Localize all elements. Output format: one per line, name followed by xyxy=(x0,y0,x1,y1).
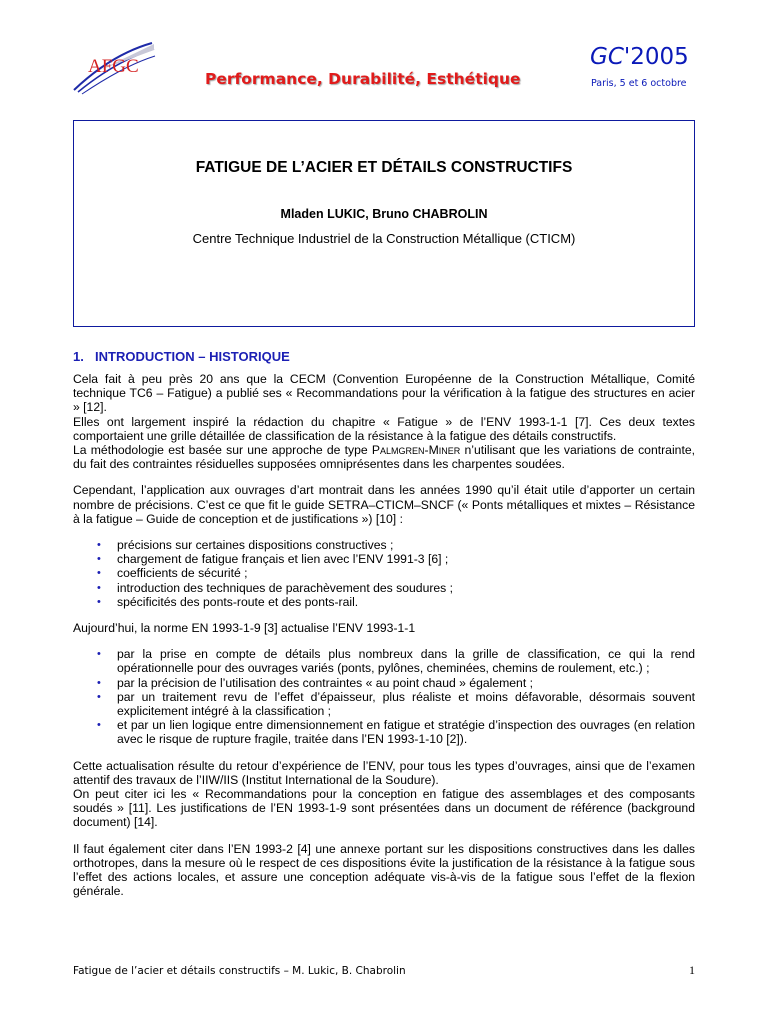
paragraph: Cela fait à peu près 20 ans que la CECM (Convention Européenne de la Construction Métallique, Comité technique TC6 – Fatigue) a publié ses « Recommandations pour la vérification à la fatigue des structures en acier » [12]. xyxy=(73,372,695,415)
paragraph: Cette actualisation résulte du retour d’expérience de l’ENV, pour tous les types d’ouvrages, ainsi que de l’examen attentif des travaux de l’IIW/IIS (Institut International de la Soudure). xyxy=(73,758,695,787)
section-heading xyxy=(73,349,290,364)
bullet-icon: • xyxy=(97,719,101,732)
conference-prefix: GC' xyxy=(590,44,631,70)
list-item: • précisions sur certaines dispositions constructives ; xyxy=(97,538,394,553)
conference-date: Paris, 5 et 6 octobre xyxy=(591,78,687,89)
list-item: • chargement de fatigue français et lien avec l’ENV 1991-3 [6] ; xyxy=(97,552,449,567)
bullet-icon: • xyxy=(97,648,101,661)
conference-year: 2005 xyxy=(630,44,689,70)
bullet-icon: • xyxy=(97,539,101,552)
bullet-list-guide xyxy=(73,538,695,609)
paragraph: Cependant, l’application aux ouvrages d’art montrait dans les années 1990 qu’il était utile d’apporter un certain nombre de précisions. C’est ce que fit le guide SETRA–CTICM–SNCF (« Ponts métalliques et mixtes – Résistance à la fatigue – Guide de conception et de justifications ») [10] : xyxy=(73,483,695,526)
bullet-icon: • xyxy=(97,553,101,566)
bullet-icon: • xyxy=(97,567,101,580)
logo-text: AFGC xyxy=(88,56,139,77)
bullet-icon: • xyxy=(97,595,101,608)
list-item: • par la prise en compte de détails plus nombreux dans la grille de classification, ce qui la rend opérationnelle pour des ouvrages variés (ponts, pylônes, cheminées, chemins de roulement, etc.) ; xyxy=(97,647,695,676)
page-header xyxy=(0,0,768,110)
list-item: • introduction des techniques de parachèvement des soudures ; xyxy=(97,580,454,595)
list-item: • par un traitement revu de l’effet d’épaisseur, plus réaliste et moins défavorable, désormais souvent explicitement intégré à la classification ; xyxy=(97,689,695,719)
bullet-icon: • xyxy=(97,690,101,703)
page-number: 1 xyxy=(689,963,695,977)
bullet-icon: • xyxy=(97,676,101,689)
list-item: • coefficients de sécurité ; xyxy=(97,566,248,581)
footer-text: Fatigue de l’acier et détails constructifs – M. Lukic, B. Chabrolin xyxy=(73,965,406,977)
section-title: INTRODUCTION – HISTORIQUE xyxy=(95,349,290,364)
paper-authors: Mladen LUKIC, Bruno CHABROLIN xyxy=(280,207,488,221)
paragraph-text: La méthodologie est basée sur une approche de type xyxy=(73,443,372,458)
body-text xyxy=(73,372,695,899)
list-item: • par la précision de l’utilisation des contraintes « au point chaud » également ; xyxy=(97,675,533,690)
paragraph xyxy=(73,443,695,471)
paragraph: Elles ont largement inspiré la rédaction du chapitre « Fatigue » de l’ENV 1993-1-1 [7]. Ces deux textes comportaient une grille détaillée de classification de la résistance à la fatigue des détails constructifs. xyxy=(73,414,695,443)
list-item: • spécificités des ponts-route et des ponts-rail. xyxy=(97,594,359,609)
afgc-logo xyxy=(70,40,156,96)
paragraph: Aujourd’hui, la norme EN 1993-1-9 [3] actualise l’ENV 1993-1-1 xyxy=(73,621,416,636)
conference-title xyxy=(590,44,689,70)
paragraph-text: n’utilisant que les variations de contrainte, du fait des contraintes résiduelles supposées omniprésentes dans les charpentes soudées. xyxy=(73,443,695,472)
paper-affiliation: Centre Technique Industriel de la Construction Métallique (CTICM) xyxy=(192,231,576,246)
bullet-list-norm xyxy=(73,647,695,746)
paragraph: On peut citer ici les « Recommandations pour la conception en fatigue des assemblages et des composants soudés » [11]. Les justifications de l’EN 1993-1-9 sont présentées dans un document de référence (background document) [14]. xyxy=(73,787,695,830)
paragraph: Il faut également citer dans l’EN 1993-2 [4] une annexe portant sur les dispositions constructives dans les dalles orthotropes, dans la mesure où le respect de ces dispositions évite la justification de la résistance à la fatigue sous l’effet des actions locales, et assure une conception adéquate vis-à-vis de la fatigue sous l’effet de la flexion générale. xyxy=(73,841,695,899)
palmgren-miner-term: Palmgren-Miner xyxy=(371,443,461,458)
bullet-icon: • xyxy=(97,581,101,594)
title-box xyxy=(73,120,695,327)
list-item: • et par un lien logique entre dimensionnement en fatigue et stratégie d’inspection des ouvrages (en relation avec le risque de rupture fragile, traitée dans l’EN 1993-1-10 [2]). xyxy=(97,718,695,747)
conference-tagline: Performance, Durabilité, Esthétique xyxy=(205,70,521,88)
section-number: 1. xyxy=(73,349,84,364)
paper-title: FATIGUE DE L’ACIER ET DÉTAILS CONSTRUCTIFS xyxy=(195,159,573,176)
